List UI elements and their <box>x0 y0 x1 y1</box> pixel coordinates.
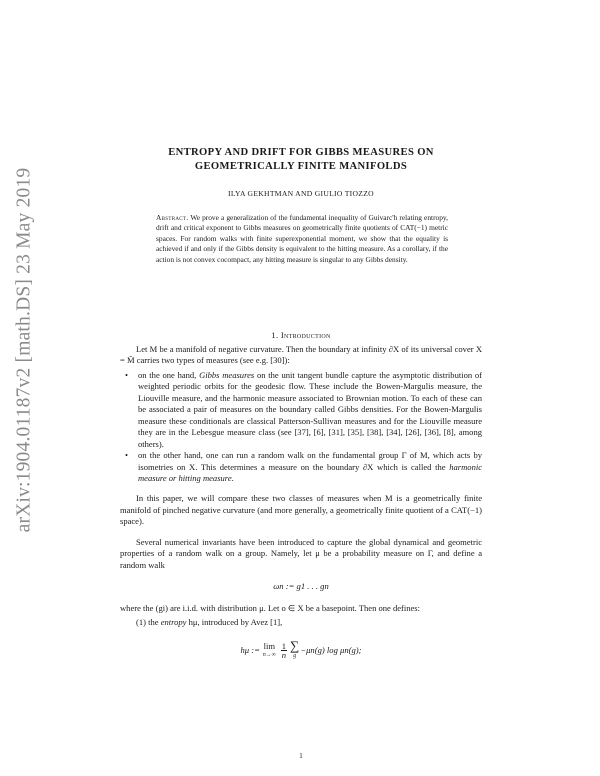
formula-sum <box>290 637 300 661</box>
paper-title <box>120 146 482 174</box>
formula-lim-subscript: n→∞ <box>262 651 276 658</box>
bullet1-text-end: on the unit tangent bundle capture the asymptotic distribution of weighted periodic orbits for the geodesic flow. These include the Bowen-Margulis measure, the Liouville measure, and the harmonic measure associated to Brownian motion. To each of these can be associated a pair of measures on the boundary called Gibbs densities. For the Bowen-Margulis measure these conditionals are classical Patterson-Sullivan measures and for the Liouville measure they are in the Lebesgue measure class (see [37], [6], [31], [35], [38], [34], [26], [36], [8], among others). <box>138 369 483 449</box>
abstract <box>156 213 448 265</box>
measure-types-list <box>120 370 482 485</box>
formula-lim-word: lim <box>263 640 276 651</box>
formula-numerator: 1 <box>281 641 287 652</box>
sigma-icon: ∑ <box>290 637 300 653</box>
list-item <box>125 369 483 450</box>
bullet1-emphasis: Gibbs measures <box>199 369 255 380</box>
section-title: Introduction <box>280 330 331 340</box>
entropy-formula <box>120 637 482 661</box>
formula-lhs: hμ := <box>240 644 260 655</box>
bullet2-text-end: . <box>231 472 234 483</box>
paragraph: where the (gi) are i.i.d. with distribution μ. Let o ∈ X be a basepoint. Then one defines: <box>120 602 421 613</box>
item1-emphasis: entropy <box>160 617 187 628</box>
intro-paragraph: Let M be a manifold of negative curvature. Then the boundary at infinity ∂X of its universal cover X = M̃ carries two types of measures (see e.g. [30]): <box>120 344 482 366</box>
formula-fraction <box>281 642 287 659</box>
title-line-2: GEOMETRICALLY FINITE MANIFOLDS <box>194 161 408 172</box>
bullet-icon: • <box>125 369 128 380</box>
abstract-label: Abstract. <box>156 213 189 222</box>
formula-denominator: n <box>281 650 287 661</box>
bullet-icon: • <box>125 450 128 461</box>
random-walk-equation: ωn := g1 . . . gn <box>273 581 329 592</box>
item1-text-start: (1) the <box>136 617 159 628</box>
body-text <box>120 344 482 661</box>
paragraph: In this paper, we will compare these two classes of measures when M is a geometrically finite manifold of pinched negative curvature (and more generally, a geometrically finite quotient of a CAT(−1) space). <box>120 493 482 527</box>
paragraph: Several numerical invariants have been introduced to capture the global dynamical and geometric properties of a random walk on a group. Namely, let μ be a probability measure on Γ, and define a random walk <box>120 536 482 570</box>
bullet2-text-start: on the other hand, one can run a random walk on the fundamental group Γ of M, which acts by isometries on X. This determines a measure on the boundary ∂X which is called the <box>138 450 482 472</box>
bullet1-text-start: on the one hand, <box>138 369 197 380</box>
section-heading <box>120 330 482 340</box>
bullet2-emphasis: harmonic measure or hitting measure <box>138 461 483 483</box>
abstract-text: We prove a generalization of the fundamental inequality of Guivarc'h relating entropy, drift and critical exponent to Gibbs measures on geometrically finite quotients of CAT(−1) metric spaces. For random walks with finite superexponential moment, we show that the equality is achieved if and only if the Gibbs density is equivalent to the hitting measure. As a corollary, if the action is not convex cocompact, any hitting measure is singular to any Gibbs density. <box>156 213 448 264</box>
formula-limit <box>263 642 276 660</box>
arxiv-identifier-stamp <box>4 120 44 580</box>
list-item <box>125 450 483 484</box>
title-line-1: ENTROPY AND DRIFT FOR GIBBS MEASURES ON <box>168 147 434 158</box>
formula-sum-subscript: g <box>293 652 297 659</box>
page-number: 1 <box>299 751 303 760</box>
item1-text-end: hμ, introduced by Avez [1], <box>188 617 283 628</box>
section-number: 1. <box>271 330 279 340</box>
paper-authors: ILYA GEKHTMAN AND GIULIO TIOZZO <box>228 189 374 198</box>
formula-rhs: −μn(g) log μn(g); <box>300 644 362 655</box>
arxiv-identifier-text: arXiv:1904.01187v2 [math.DS] 23 May 2019 <box>13 167 34 533</box>
definition-item <box>120 617 482 628</box>
